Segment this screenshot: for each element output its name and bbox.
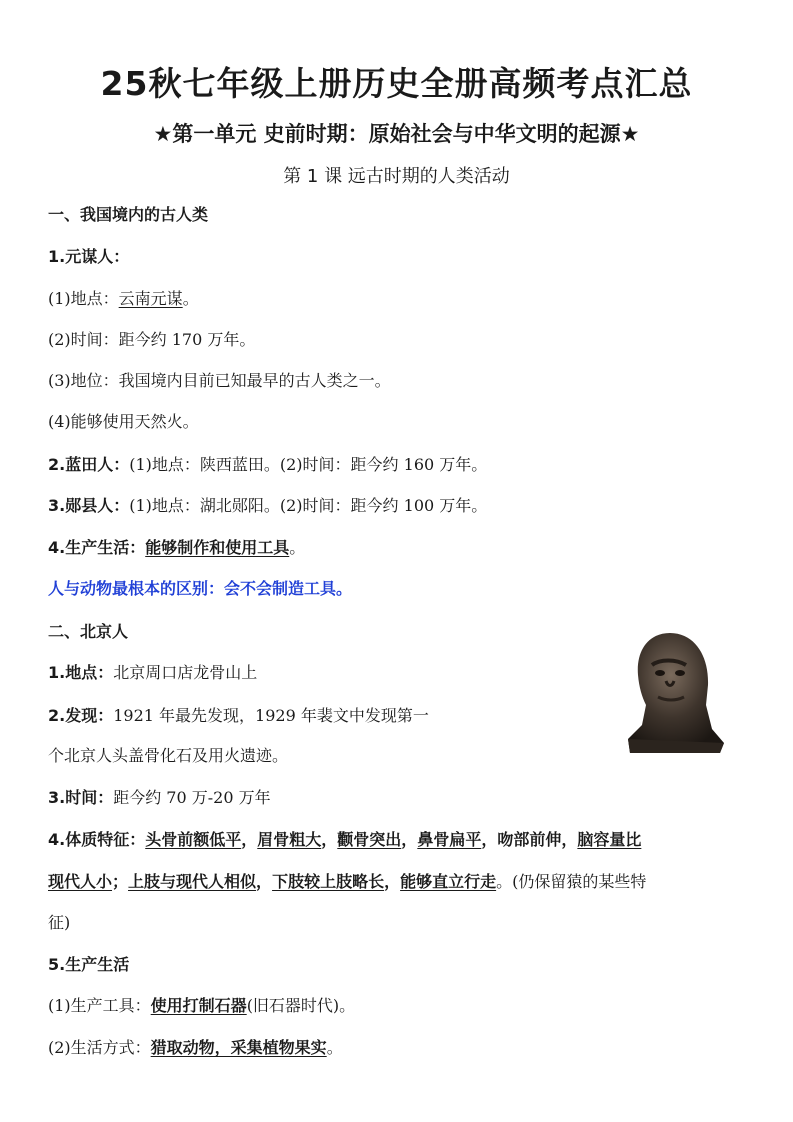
yuanmou-status: (3)地位：我国境内目前已知最早的古人类之一。 — [48, 371, 391, 390]
feature: 下肢较上肢略长 — [272, 872, 385, 891]
feature: 头骨前额低平 — [145, 830, 242, 849]
yuanmou-location-value: 云南元谋 — [118, 289, 183, 308]
yuanmou-location-label: (1)地点： — [48, 289, 119, 308]
peking-time-label: 3.时间： — [48, 788, 114, 807]
key-note: 人与动物最根本的区别：会不会制造工具。 — [48, 579, 353, 598]
yunxian-line — [48, 495, 487, 517]
features-line-2 — [48, 871, 646, 893]
punct: 。 — [326, 1038, 343, 1057]
features-line-3: 征) — [48, 913, 71, 932]
lesson-heading: 第 1 课 远古时期的人类活动 — [283, 166, 510, 187]
unit-heading: ★第一单元 史前时期：原始社会与中华文明的起源★ — [153, 122, 640, 146]
peking-location — [48, 662, 257, 684]
peking-discovery-text: 1921 年最先发现，1929 年裴文中发现第一 — [113, 706, 429, 725]
peking-location-text: 北京周口店龙骨山上 — [113, 663, 258, 682]
punct: ， — [384, 872, 401, 891]
production-label: 4.生产生活： — [48, 538, 146, 557]
peking-location-label: 1.地点： — [48, 663, 114, 682]
features-label: 4.体质特征： — [48, 830, 146, 849]
life-way-value: 猎取动物，采集植物果实 — [150, 1038, 327, 1057]
peking-discovery-label: 2.发现： — [48, 706, 114, 725]
punct: ， — [321, 830, 338, 849]
feature: 现代人小 — [48, 872, 113, 891]
peking-discovery — [48, 705, 429, 727]
document-title: 25秋七年级上册历史全册高频考点汇总 — [100, 64, 693, 103]
yuanmou-location — [48, 288, 199, 310]
production-line — [48, 537, 305, 559]
yuanmou-fire: (4)能够使用天然火。 — [48, 412, 199, 431]
yuanmou-time: (2)时间：距今约 170 万年。 — [48, 330, 256, 349]
peking-time-text: 距今约 70 万-20 万年 — [113, 788, 271, 807]
life-label: 5.生产生活 — [48, 955, 130, 974]
lantian-text: (1)地点：陕西蓝田。(2)时间：距今约 160 万年。 — [129, 455, 488, 474]
peking-discovery-cont: 个北京人头盖骨化石及用火遗迹。 — [48, 746, 289, 765]
yunxian-text: (1)地点：湖北郧阳。(2)时间：距今约 100 万年。 — [129, 496, 488, 515]
punct: ， — [256, 872, 273, 891]
punct: ， — [401, 830, 418, 849]
punct: 。 — [289, 538, 306, 557]
feature: 脑容量比 — [577, 830, 642, 849]
life-tools-value: 使用打制石器 — [150, 996, 247, 1015]
lantian-label: 2.蓝田人： — [48, 455, 130, 474]
punct: ， — [241, 830, 258, 849]
life-way — [48, 1037, 343, 1059]
life-tools — [48, 995, 355, 1017]
life-tools-label: (1)生产工具： — [48, 996, 151, 1015]
yunxian-label: 3.郧县人： — [48, 496, 130, 515]
feature: 眉骨粗大 — [257, 830, 322, 849]
feature: 能够直立行走 — [400, 872, 497, 891]
features-line-1 — [48, 829, 641, 851]
peking-time — [48, 787, 271, 809]
punct: ； — [112, 872, 129, 891]
section-heading-2: 二、北京人 — [48, 622, 129, 641]
feature: 鼻骨扁平 — [417, 830, 482, 849]
feature: 颧骨突出 — [337, 830, 402, 849]
features-tail: 。(仍保留猿的某些特 — [496, 872, 647, 891]
production-value: 能够制作和使用工具 — [145, 538, 290, 557]
peking-man-bust-image — [612, 625, 738, 757]
lantian-line — [48, 454, 487, 476]
life-tools-end: (旧石器时代)。 — [246, 996, 356, 1015]
punct: ，吻部前伸， — [481, 830, 578, 849]
punct: 。 — [182, 289, 199, 308]
feature: 上肢与现代人相似 — [128, 872, 257, 891]
section-heading-1: 一、我国境内的古人类 — [48, 205, 209, 224]
yuanmou-label: 1.元谋人： — [48, 247, 130, 266]
life-way-label: (2)生活方式： — [48, 1038, 151, 1057]
